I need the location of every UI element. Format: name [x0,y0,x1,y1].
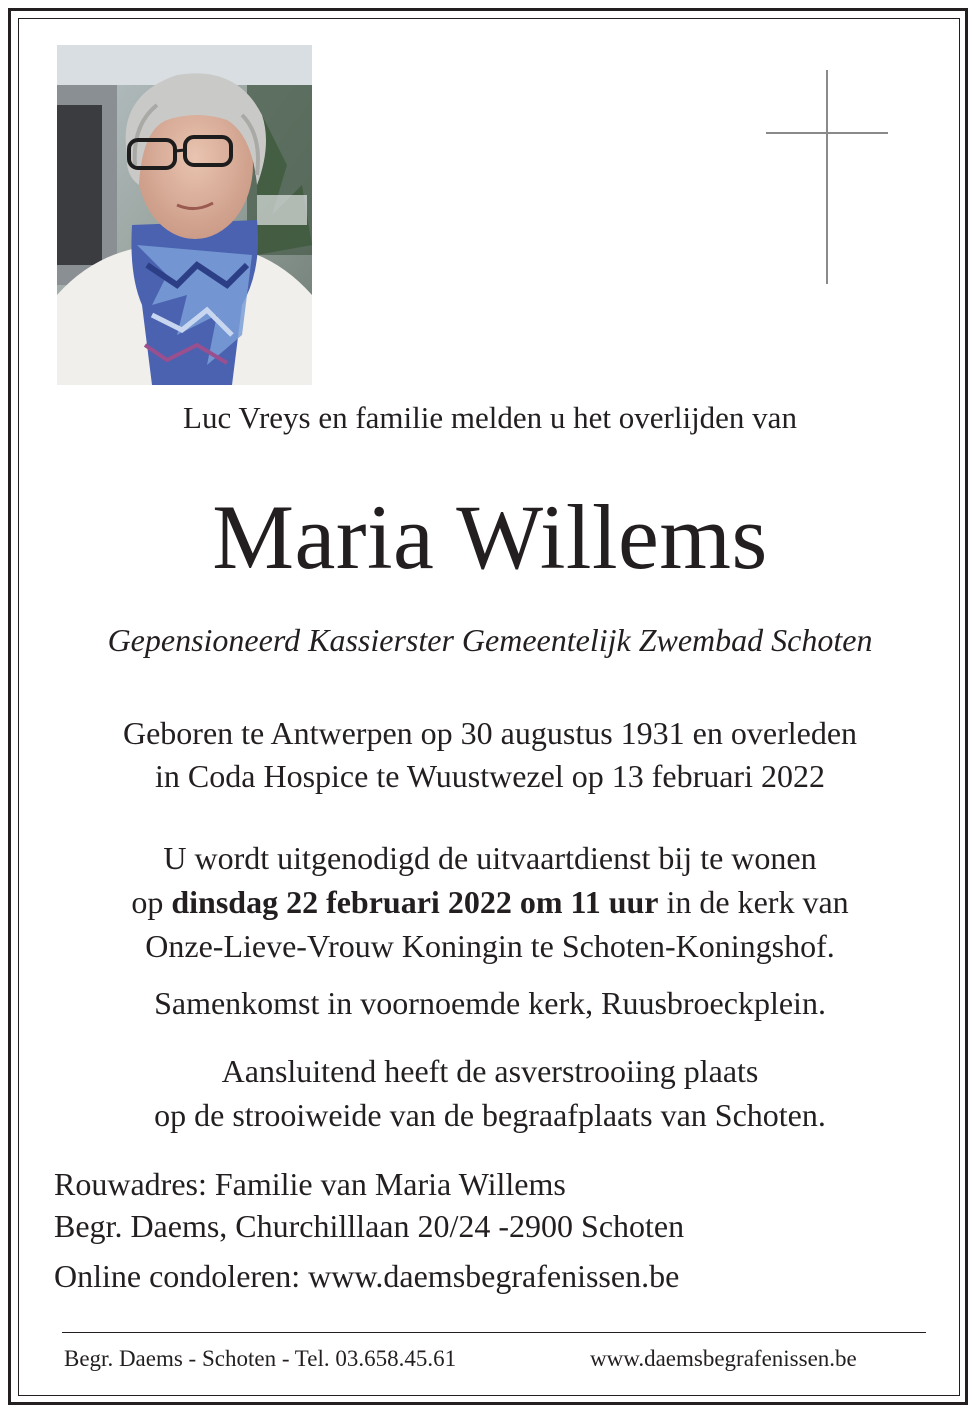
invitation-line-2 [0,884,980,921]
occupation: Gepensioneerd Kassierster Gemeentelijk Zwembad Schoten [107,622,873,658]
invitation-line-1: U wordt uitgenodigd de uitvaartdienst bij te wonen [163,840,817,876]
service-date-time: dinsdag 22 februari 2022 om 11 uur [171,884,659,920]
online-condolence-line: Online condoleren: www.daemsbegrafenissen.be [54,1258,680,1294]
announcement-intro: Luc Vreys en familie melden u het overlijden van [183,400,797,435]
footer-divider [62,1332,926,1333]
deceased-name: Maria Willems [212,486,768,588]
mourning-address-line-1: Rouwadres: Familie van Maria Willems [54,1166,566,1202]
birth-death-line-2: in Coda Hospice te Wuustwezel op 13 februari 2022 [155,758,825,794]
ash-scattering-line-2: op de strooiweide van de begraafplaats van Schoten. [154,1097,826,1133]
footer-contact: Begr. Daems - Schoten - Tel. 03.658.45.61 [64,1346,457,1371]
invitation-suffix: in de kerk van [658,884,849,920]
gathering-line: Samenkomst in voornoemde kerk, Ruusbroeckplein. [154,985,826,1021]
mourning-address-line-2: Begr. Daems, Churchilllaan 20/24 -2900 Schoten [54,1208,685,1244]
footer-website: www.daemsbegrafenissen.be [590,1346,857,1371]
portrait-photo [57,45,312,385]
invitation-line-3: Onze-Lieve-Vrouw Koningin te Schoten-Koningshof. [145,928,835,964]
cross-icon [766,70,888,284]
invitation-prefix: op [131,884,172,920]
ash-scattering-line-1: Aansluitend heeft de asverstrooiing plaats [221,1053,759,1089]
birth-death-line-1: Geboren te Antwerpen op 30 augustus 1931 en overleden [122,715,858,751]
